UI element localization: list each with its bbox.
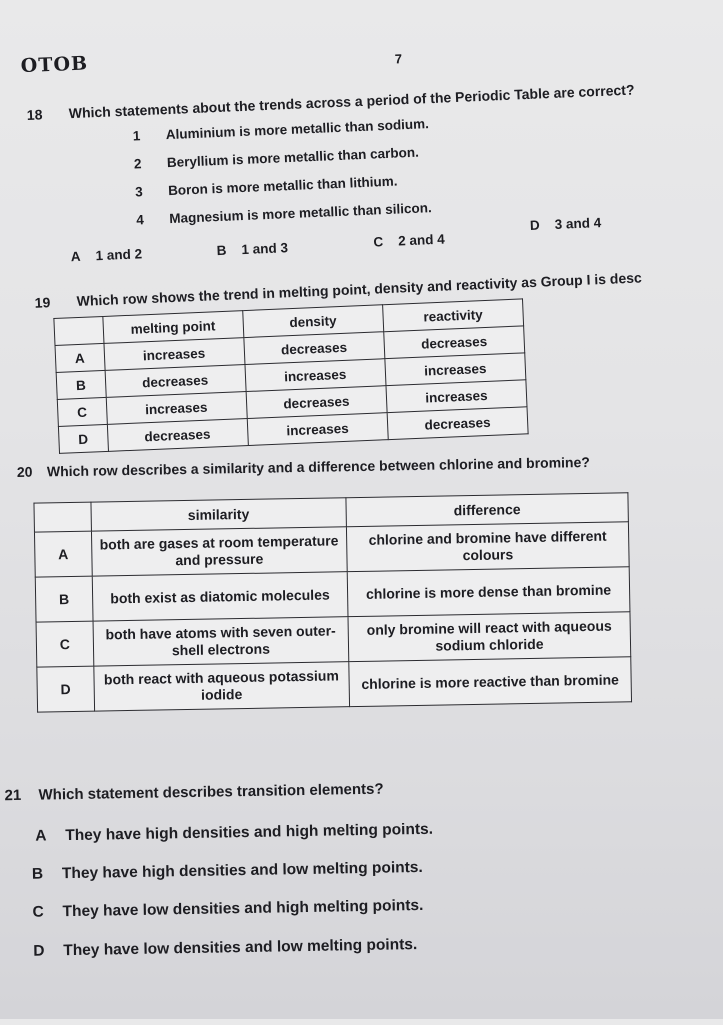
table-header-cell: melting point bbox=[102, 311, 243, 344]
row-letter: A bbox=[55, 343, 105, 372]
table-cell: decreases bbox=[384, 326, 525, 359]
option-letter: C bbox=[32, 903, 44, 921]
table-cell: increases bbox=[104, 338, 245, 371]
table-cell: both exist as diatomic molecules bbox=[92, 572, 348, 621]
option-letter: C bbox=[373, 234, 384, 250]
table-cell: chlorine is more reactive than bromine bbox=[349, 657, 632, 707]
q21-text: Which statement describes transition elements? bbox=[38, 780, 384, 804]
table-cell: both are gases at room temperature and pressure bbox=[91, 527, 347, 576]
table-cell: increases bbox=[106, 392, 247, 425]
table-cell: both have atoms with seven outer-shell electrons bbox=[93, 617, 349, 666]
header-brand-logo: OTOB bbox=[20, 52, 89, 78]
page-number: 7 bbox=[394, 51, 403, 67]
row-letter: B bbox=[56, 370, 106, 399]
table-cell: chlorine and bromine have different colours bbox=[346, 522, 629, 572]
table-cell: only bromine will react with aqueous sodium chloride bbox=[348, 612, 631, 662]
table-header-cell: reactivity bbox=[382, 299, 523, 332]
option-letter: A bbox=[70, 248, 81, 265]
row-letter: C bbox=[36, 621, 94, 667]
option-letter: B bbox=[216, 242, 227, 259]
table-cell: increases bbox=[247, 413, 388, 446]
q20-number: 20 bbox=[16, 463, 33, 480]
table-cell: increases bbox=[386, 380, 527, 413]
table-cell: decreases bbox=[105, 365, 246, 398]
table-cell: decreases bbox=[387, 407, 528, 440]
q21-option-b[interactable] bbox=[32, 859, 423, 884]
table-cell: increases bbox=[385, 353, 526, 386]
table-corner-cell bbox=[34, 502, 91, 532]
q18-statement-num: 4 bbox=[136, 212, 145, 228]
table-cell: decreases bbox=[107, 419, 248, 452]
row-letter: A bbox=[34, 531, 92, 577]
table-cell: both react with aqueous potassium iodide bbox=[94, 662, 350, 711]
table-header-cell: density bbox=[242, 305, 383, 338]
row-letter: D bbox=[37, 666, 95, 712]
q18-statement-text: Boron is more metallic than lithium. bbox=[167, 173, 398, 199]
row-letter: C bbox=[57, 397, 107, 426]
q18-number: 18 bbox=[26, 106, 43, 123]
q18-statement-num: 2 bbox=[133, 156, 142, 172]
q20-table bbox=[33, 492, 632, 712]
option-text: 1 and 2 bbox=[95, 246, 143, 264]
table-cell: increases bbox=[245, 359, 386, 392]
q21-option-d[interactable] bbox=[33, 936, 417, 961]
option-text: 3 and 4 bbox=[554, 215, 602, 232]
row-letter: B bbox=[35, 576, 93, 622]
q18-statement-text: Aluminium is more metallic than sodium. bbox=[165, 116, 430, 143]
option-text: 2 and 4 bbox=[397, 231, 446, 249]
option-letter: B bbox=[31, 865, 44, 883]
table-header-cell: similarity bbox=[91, 498, 347, 531]
q18-statement-num: 3 bbox=[134, 184, 143, 200]
option-text: 1 and 3 bbox=[241, 240, 289, 258]
q18-text: Which statements about the trends across a period of the Periodic Table are correct? bbox=[68, 81, 635, 122]
table-cell: chlorine is more dense than bromine bbox=[347, 567, 630, 617]
row-letter: D bbox=[58, 424, 108, 453]
q21-option-a[interactable] bbox=[35, 821, 433, 846]
q20-text: Which row describes a similarity and a difference between chlorine and bromine? bbox=[46, 453, 591, 480]
table-cell: decreases bbox=[246, 386, 387, 419]
option-text: They have high densities and high melting points. bbox=[65, 820, 434, 845]
option-letter: D bbox=[33, 942, 45, 960]
q19-text: Which row shows the trend in melting point, density and reactivity as Group I is desc bbox=[76, 269, 643, 310]
table-cell: decreases bbox=[244, 332, 385, 365]
option-text: They have low densities and high melting points. bbox=[62, 896, 424, 921]
q18-statement-text: Beryllium is more metallic than carbon. bbox=[166, 144, 420, 171]
q18-statement-num: 1 bbox=[132, 128, 141, 144]
option-text: They have high densities and low melting points. bbox=[61, 858, 423, 883]
option-letter: A bbox=[35, 827, 47, 845]
table-header-cell: difference bbox=[346, 493, 628, 527]
option-text: They have low densities and low melting points. bbox=[63, 936, 418, 960]
q18-statement-text: Magnesium is more metallic than silicon. bbox=[168, 200, 432, 227]
table-row[interactable] bbox=[37, 657, 632, 712]
option-letter: D bbox=[529, 217, 540, 234]
q21-option-c[interactable] bbox=[32, 897, 423, 922]
q21-number: 21 bbox=[4, 786, 22, 805]
q19-number: 19 bbox=[34, 294, 51, 311]
